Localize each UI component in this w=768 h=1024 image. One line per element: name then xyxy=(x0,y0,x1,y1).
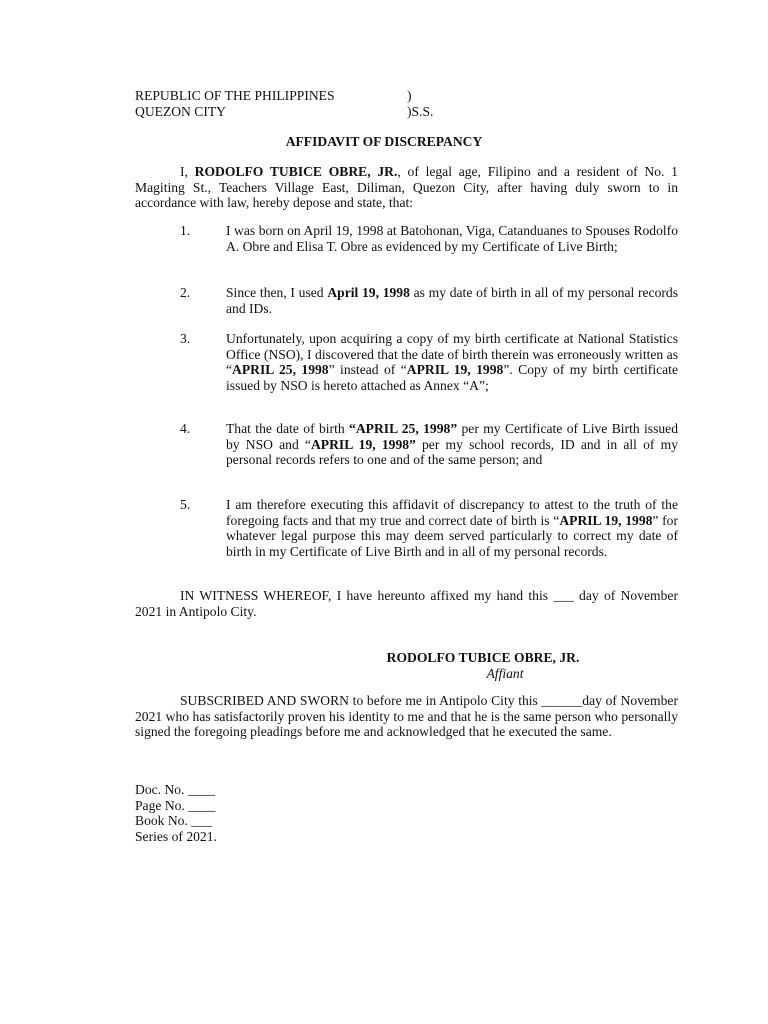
series-year: Series of 2021. xyxy=(135,828,217,844)
item-number: 3. xyxy=(180,331,191,346)
doc-number: Doc. No. ____ xyxy=(135,782,216,797)
item-text-part: I am therefore executing this affidavit of discrepancy to attest to the truth of the foregoing facts and that my true and correct date of birth is “ xyxy=(226,497,678,528)
item-text-part: ” for whatever legal purpose this may deem served particularly to correct my date of birth in my Certificate of Live Birth and in all of my personal records. xyxy=(226,512,678,559)
venue-republic-paren: ) xyxy=(407,88,412,103)
document-title: AFFIDAVIT OF DISCREPANCY xyxy=(285,134,483,149)
list-item xyxy=(135,223,678,254)
item-text-bold: APRIL 19, 1998 xyxy=(406,362,504,377)
venue-republic-text: REPUBLIC OF THE PHILIPPINES xyxy=(135,88,335,103)
item-text-part: Unfortunately, upon acquiring a copy of my birth certificate at National Statistics Office (NSO), I discovered that the date of birth therein was erroneously written as “ xyxy=(226,331,678,377)
item-text xyxy=(226,331,678,393)
venue-line-republic xyxy=(135,88,412,104)
item-text-bold: April 19, 1998 xyxy=(327,285,410,300)
item-text-bold: “APRIL 25, 1998” xyxy=(349,421,458,436)
item-text-part: Since then, I used xyxy=(226,285,328,300)
venue-caption xyxy=(135,88,434,120)
item-text-part: ”. Copy of my birth certificate issued by NSO is hereto attached as Annex “A”; xyxy=(226,362,678,393)
signature-block xyxy=(368,650,598,682)
item-text-part: per my school records, ID and in all of my personal records refers to one and of the same person; and xyxy=(226,436,678,467)
item-text-bold: APRIL 19, 1998” xyxy=(310,436,416,452)
affiant-name: RODOLFO TUBICE OBRE, JR. xyxy=(386,650,580,665)
list-item xyxy=(135,285,678,316)
item-text-part: as my date of birth in all of my personal records and IDs. xyxy=(226,285,678,316)
page-number: Page No. ____ xyxy=(135,797,216,813)
notarial-reference xyxy=(135,782,217,844)
item-text: I was born on April 19, 1998 at Batohonan, Viga, Catanduanes to Spouses Rodolfo A. Obre and Elisa T. Obre as evidenced by my Certificate of Live Birth; xyxy=(226,223,678,254)
jurat-paragraph: SUBSCRIBED AND SWORN to before me in Antipolo City this ______day of November 2021 who has satisfactorily proven his identity to me and that he is the same person who personally signed the foregoing pleadings before me and acknowledged that he executed the same. xyxy=(135,693,678,739)
item-text-bold: APRIL 19, 1998 xyxy=(559,512,653,528)
item-text-bold: APRIL 25, 1998 xyxy=(232,362,329,377)
item-number: 2. xyxy=(180,285,191,300)
list-item xyxy=(135,331,678,393)
item-number: 1. xyxy=(180,223,191,238)
witness-paragraph: IN WITNESS WHEREOF, I have hereunto affixed my hand this ___ day of November 2021 in Antipolo City. xyxy=(135,588,678,619)
item-text xyxy=(226,421,678,468)
item-text-part: That the date of birth xyxy=(226,421,350,436)
item-text-part: per my Certificate of Live Birth issued by NSO and “ xyxy=(226,421,679,452)
venue-city-text: QUEZON CITY xyxy=(135,104,226,119)
item-number: 4. xyxy=(180,421,191,436)
intro-paragraph xyxy=(135,164,678,211)
venue-line-city xyxy=(135,104,434,120)
item-number: 5. xyxy=(180,497,191,512)
intro-pre: I, xyxy=(180,164,195,179)
intro-post: , of legal age, Filipino and a resident of No. 1 Magiting St., Teachers Village East, Diliman, Quezon City, after having duly sworn to in accordance with law, hereby depose and state, that: xyxy=(135,164,678,210)
list-item xyxy=(135,497,678,559)
list-item xyxy=(135,421,678,468)
item-text xyxy=(226,285,678,316)
item-text xyxy=(226,497,678,559)
affiant-name-inline: RODOLFO TUBICE OBRE, JR. xyxy=(194,164,398,179)
affiant-label: Affiant xyxy=(486,666,524,681)
item-text-part: ” instead of “ xyxy=(328,362,407,377)
book-number: Book No. ___ xyxy=(135,813,212,828)
venue-city-ss: )S.S. xyxy=(407,104,434,119)
